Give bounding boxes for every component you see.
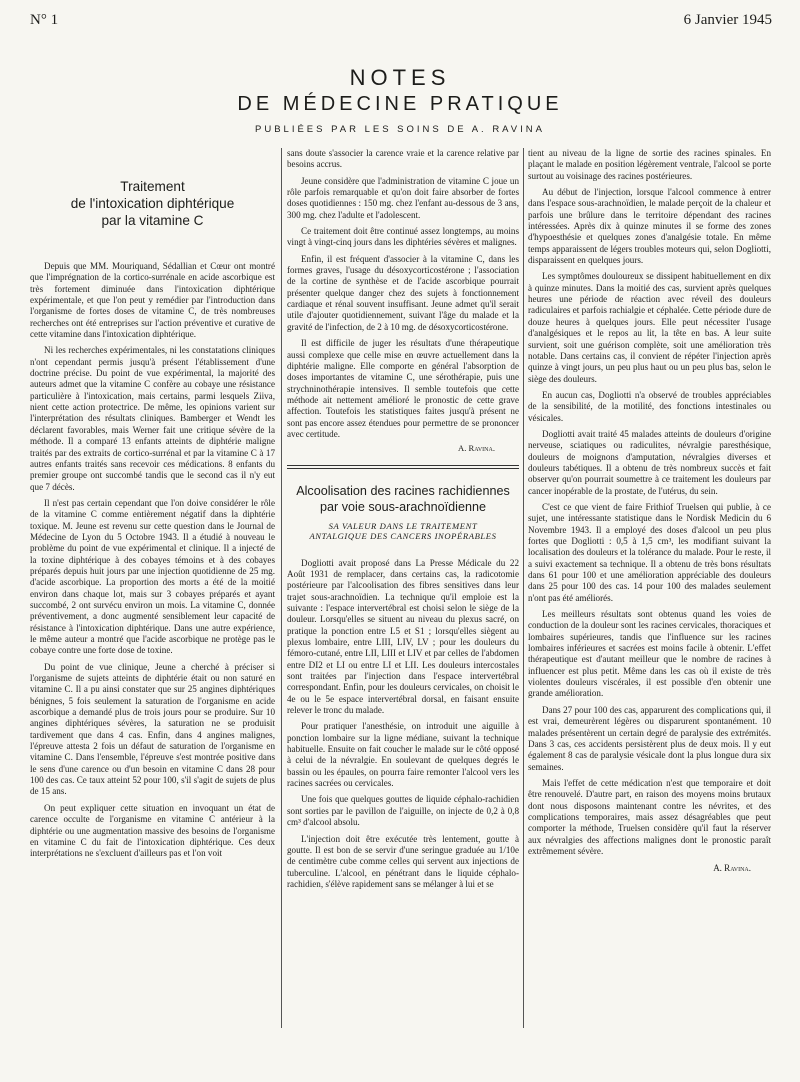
- issue-number: N° 1: [30, 12, 59, 28]
- paragraph: Mais l'effet de cette médication n'est que temporaire et doit être renouvelé. D'autre part, en raison des moyens moins brutaux dont nous disposons maintenant contre les névrites, et des complications temporaires, mais assez désagréables que peut comporter la méthode, Truelsen considère qu'il faut la réserver aux névralgies des affections malignes dont le pronostic paraît extrêmement sévère.: [528, 777, 771, 856]
- section-divider: [287, 465, 519, 466]
- paragraph: Il est difficile de juger les résultats d'une thérapeutique aussi complexe que celle mise en œuvre actuellement dans la diphtérie maligne. Elle comporte en général l'absorption de doses importantes de vitamine C, une sérothérapie, puis une strychninothérapie intensives. Il semble toutefois que cette méthode ait nettement amélioré le pronostic de cette grave affection. Toutefois les statistiques faites jusqu'à présent ne sont pas encore assez étendues pour permettre de se prononcer avec certitude.: [287, 338, 519, 439]
- paragraph: L'injection doit être exécutée très lentement, goutte à goutte. Il est bon de se servir d'une seringue graduée au 1/10e de centimètre cube comme celles qui servent aux injections de tuberculine. L'alcool, en pénétrant dans le liquide céphalo-rachidien, s'élève rapidement sans se mélanger à lui et se: [287, 833, 519, 889]
- section-divider: [287, 468, 519, 469]
- paragraph: Pour pratiquer l'anesthésie, on introduit une aiguille à ponction lombaire sur la ligne médiane, suivant la technique habituelle. Ensuite on fait coucher le malade sur le côté opposé à celui de la névralgie. En soulevant de quelques degrés le bassin ou les épaules, on pourra faire remonter l'alcool vers les racines sacrées ou cervicales.: [287, 721, 519, 789]
- masthead-line2: DE MÉDECINE PRATIQUE: [237, 93, 563, 115]
- paragraph: On peut expliquer cette situation en invoquant un état de carence occulte de l'organisme en vitamine C antérieur à la diphtérie ou une augmentation massive des besoins de l'organisme en vitamine C du fait de l'intoxication diphtérique. Ces deux interprétations ne s'excluent d'ailleurs pas et l'on voit: [30, 802, 275, 859]
- paragraph: En aucun cas, Dogliotti n'a observé de troubles appréciables de la sensibilité, de la motilité, des fonctions intestinales ou vésicales.: [528, 389, 771, 423]
- paragraph: Enfin, il est fréquent d'associer à la vitamine C, dans les formes graves, l'usage du désoxycorticostérone ; l'association de la cortine de synthèse et de l'acide ascorbique pourrait présenter quelque danger chez des sujets à fonctionnement cardiaque et rénal souvent insuffisant. Jeune admet qu'il serait utile d'ajouter quotidiennement, suivant l'âge du malade et la gravité de l'infection, de 2 à 10 mg. de désoxycorticostérone.: [287, 253, 519, 332]
- column-2: [287, 148, 519, 895]
- article1-signature: A. Ravina.: [458, 443, 495, 454]
- paragraph: Jeune considère que l'administration de vitamine C joue un rôle parfois remarquable et qu'on doit faire absorber de fortes doses quotidiennes : 150 mg. chez l'enfant au-dessous de 3 ans, 300 mg. chez l'adulte et l'adolescent.: [287, 175, 519, 220]
- paragraph: sans doute s'associer la carence vraie et la carence relative par besoins accrus.: [287, 148, 519, 170]
- masthead-line3: PUBLIÉES PAR LES SOINS DE A. RAVINA: [255, 124, 545, 135]
- paragraph: Au début de l'injection, lorsque l'alcool commence à entrer dans l'espace sous-arachnoïdien, le malade perçoit de la chaleur et parfois une brûlure dans le territoire dépendant des racines intéressées. Après dix à quinze minutes il se forme des zones d'hypoesthésie et quelques zones d'analgésie totale. En même temps apparaissent de légers troubles moteurs qui, selon Dogliotti, disparaissent en quelques jours.: [528, 187, 771, 266]
- column-divider: [281, 148, 282, 1028]
- masthead: [0, 66, 800, 135]
- paragraph: Il n'est pas certain cependant que l'on doive considérer le rôle de la vitamine C comme entièrement négatif dans la diphtérie toxique. M. Jeune est revenu sur cette question dans le Journal de Médecine de Lyon du 5 Octobre 1943. Il a étudié à nouveau le problème du point de vue expérimental et clinique. Il a injecté de la toxine diphtérique à des cobayes témoins et à des cobayes préparés depuis huit jours par une injection quotidienne de 25 mg. d'acide ascorbique. La proportion des morts a été de la moitié environ dans chaque lot, mais sur 3 cobayes préparés et ayant succombé, 2 ont survécu environ un mois. La vitamine C, donnée préventivement, a donc augmenté sensiblement leur capacité de résistance à l'intoxication diphtérique. Dans une autre expérience, le même auteur a montré que l'acide ascorbique ne protège pas le cobaye contre une forte dose de toxine.: [30, 497, 275, 656]
- column-divider: [523, 148, 524, 1028]
- paragraph: Ce traitement doit être continué assez longtemps, au moins vingt à vingt-cinq jours dans les diphtéries sévères et malignes.: [287, 226, 519, 248]
- article1-title: Traitement de l'intoxication diphtérique par la vitamine C: [70, 179, 235, 228]
- column-3: [528, 148, 771, 875]
- article2-signature: A. Ravina.: [713, 863, 751, 874]
- paragraph: Les symptômes douloureux se dissipent habituellement en dix à quinze minutes. Dans la moitié des cas, survient après quelques heures une période de réaction avec réveil des douleurs radiculaires et parfois rachialgie et céphalée. Cette période dure de douze heures à quelques jours. Elle peut nécessiter l'usage d'analgésiques et le repos au lit, la tête en bas. A leur suite survient, soit une guérison complète, soit une amélioration très notable. Dans certains cas, il convient de répéter l'injection après quinze à vingt jours, un peu plus haut ou un peu plus bas, selon le siège des douleurs.: [528, 271, 771, 384]
- paragraph: Les meilleurs résultats sont obtenus quand les voies de conduction de la douleur sont les racines cervicales, thoraciques et lombaires supérieures, tandis que l'influence sur les racines lombaires inférieures et sacrées est moins facile à obtenir. L'effet thérapeutique est d'autant meilleur que le nombre de racines à influencer est plus petit. Même dans les cas où il existe de très violentes douleurs viscérales, il est possible d'en obtenir une grande amélioration.: [528, 609, 771, 699]
- paragraph: Une fois que quelques gouttes de liquide céphalo-rachidien sont sorties par le pavillon de l'aiguille, on injecte de 0,2 à 0,8 cm³ d'alcool absolu.: [287, 794, 519, 828]
- column-1: [30, 148, 275, 865]
- masthead-line1: NOTES: [349, 65, 451, 90]
- paragraph: Du point de vue clinique, Jeune a cherché à préciser si l'organisme de sujets atteints de diphtérie était ou non saturé en vitamine C. Il a pu ainsi constater que sur 25 angines diphtériques bénignes, 5 fois seulement la saturation de l'organisme en acide ascorbique a demandé plus de trois jours pour se produire. Sur 10 angines diphtériques sévères, la saturation ne se produisit tardivement que dans 4 cas. Enfin, dans 4 angines malignes, l'épreuve attesta 2 fois un défaut de saturation de l'organisme en vitamine C. Dans l'ensemble, l'épreuve s'est montrée positive dans le sens d'une carence ou d'un besoin en vitamine C dans 28 pour 100 des cas. Ce taux atteint 52 pour 100, s'il s'agit de sujets de plus de 15 ans.: [30, 661, 275, 797]
- paragraph: Ni les recherches expérimentales, ni les constatations cliniques n'ont cependant permis jusqu'à présent l'établissement d'une doctrine précise. Du point de vue expérimental, la majorité des auteurs admet que la vitamine C confère au cobaye une résistance particulière à l'intoxication, mais certains, parmi lesquels Ziiva, nient cette action protectrice. De même, les opinions varient sur l'interprétation des résultats cliniques. Bamberger et Wendt les déclarent favorables, mais Werner fait une critique sévère de la méthode. Il a comparé 13 enfants atteints de diphtérie maligne traités par des extraits de cortico-surrénal et par la vitamine C à 17 autres enfants traités sans recevoir ces médications. 8 enfants du premier groupe ont succombé tandis que le second cas il n'y eut que 7 décès.: [30, 345, 275, 492]
- paragraph: C'est ce que vient de faire Frithiof Truelsen qui publie, à ce sujet, une intéressante statistique dans le Nordisk Medicin du 6 Novembre 1943. Il a employé des doses d'alcool un peu plus fortes que Dogliotti : 0,5 à 1,5 cm³, les modifiant suivant la localisation des douleurs et la tolérance du malade. Pour le reste, il a suivi exactement sa technique. Il a obtenu de très bons résultats dans 61 pour 100 et une amélioration appréciable des douleurs dans 25 pour 100 des cas. 14 pour 100 des malades seulement n'ont pas été améliorés.: [528, 501, 771, 603]
- paragraph: Dans 27 pour 100 des cas, apparurent des complications qui, il est vrai, demeurèrent légères ou disparurent spontanément. 10 malades présentèrent un certain degré de paralysie des extrémités. Dans 3 cas, ces accidents persistèrent plus de deux mois. Il y eut également 8 cas de paralysie vésicale dont la plus longue dura six semaines.: [528, 704, 771, 772]
- paragraph: Dogliotti avait traité 45 malades atteints de douleurs d'origine nerveuse, sciatiques ou radiculites, névralgie paresthésique, douleurs de moignons d'amputation, névralgies diverses et douleurs tabétiques. Il a obtenu de très nombreux succès et fait observer qu'on pourrait soumettre à ce traitement les douleurs par cancer inopérable de la prostate, de l'utérus, du sein.: [528, 428, 771, 496]
- article2-subtitle: SA VALEUR DANS LE TRAITEMENT ANTALGIQUE DES CANCERS INOPÉRABLES: [309, 520, 497, 542]
- paragraph: Depuis que MM. Mouriquand, Sédallian et Cœur ont montré que l'imprégnation de la cortico-surrénale en acide ascorbique est très fortement diminuée dans l'intoxication diphtérique expérimentale, et que l'on peut y remédier par l'introduction dans l'organisme de fortes doses de vitamine C, de très nombreuses recherches ont été entreprises sur l'action préventive et curative de cette vitamine dans l'intoxication diphtérique.: [30, 261, 275, 340]
- article2-title: Alcoolisation des racines rachidiennes par voie sous-arachnoïdienne: [296, 483, 510, 514]
- paragraph: Dogliotti avait proposé dans La Presse Médicale du 22 Août 1931 de remplacer, dans certains cas, la radicotomie postérieure par l'alcoolisation des fibres sensitives dans leur trajet sous-arachnoïdien. La technique qu'il emploie est la suivante : l'espace intervertébral est choisi selon le siège de la douleur. Lorsqu'elles se situent au niveau du plexus sacré, on pratique la ponction entre L5 et S1 ; lorsqu'elles siègent au plexus lombaire, entre LIII, LIV, LV ; pour les douleurs du fémoro-cutané, entre LII, LIII et LIV et par celles de l'abdomen entre DI2 et LI ou entre LI et LII. Les douleurs intercostales sont traitées par l'injection dans l'espace intervertébral correspondant. Enfin, pour les douleurs cervicales, on choisit le 4e ou le 5e espace intervertébral dorsal, en faisant ensuite relever le tronc du malade.: [287, 557, 519, 716]
- issue-date: 6 Janvier 1945: [683, 12, 772, 28]
- paragraph: tient au niveau de la ligne de sortie des racines spinales. En plaçant le malade en position légèrement ventrale, l'alcool se porte surtout au voisinage des racines postérieures.: [528, 148, 771, 181]
